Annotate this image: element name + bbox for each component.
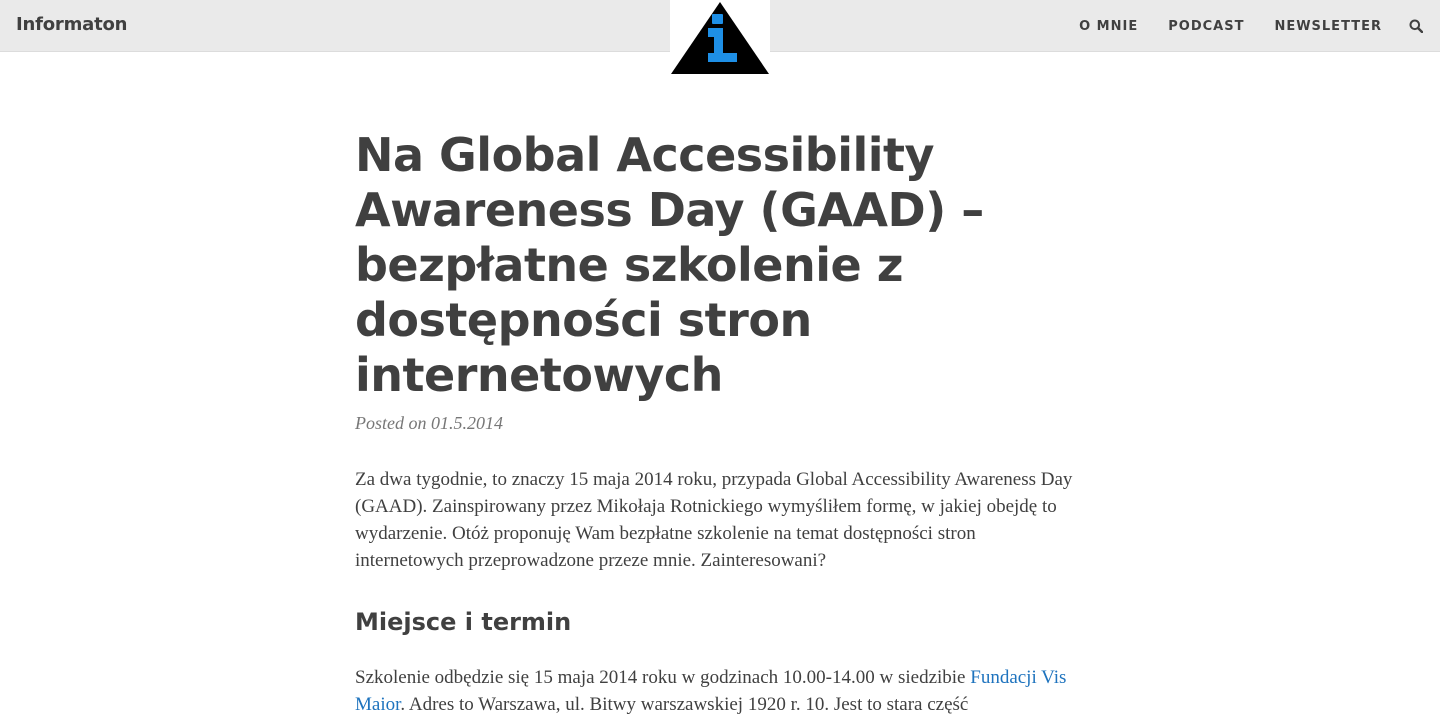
para-text-after-link: . Adres to Warszawa, ul. Bitwy warszawskiej 1920 r. 10. Jest to stara część [400,694,969,715]
main-nav [1079,0,1440,52]
nav-item-o-mnie[interactable]: O MNIE [1079,18,1139,34]
search-icon[interactable] [1408,18,1424,34]
intro-paragraph: Za dwa tygodnie, to znaczy 15 maja 2014 roku, przypada Global Accessibility Awareness Day (GAAD). Zainspirowany przez Mikołaja Rotnickiego wymyśliłem formę, w jakiej obejdę to wydarzenie. Otóż proponuję Wam bezpłatne szkolenie na temat dostępności stron internetowych przeprowadzone przeze mnie. Zainteresowani? [355,469,1073,571]
info-logo-icon[interactable] [670,0,770,76]
post-meta [355,413,1085,434]
post-title: Na Global Accessibility Awareness Day (GAAD) – bezpłatne szkolenie z dostępności stron internetowych [355,128,984,402]
post-date-link[interactable]: 01.5.2014 [431,413,503,433]
site-brand-link[interactable]: Informaton [16,14,128,35]
fundacja-vis-maior-link[interactable]: Fundacji Vis Maior [355,667,1067,715]
nav-item-newsletter[interactable]: NEWSLETTER [1274,18,1382,34]
section-heading: Miejsce i termin [355,608,572,636]
post-content [355,128,1085,718]
location-paragraph [355,664,1085,718]
nav-item-podcast[interactable]: PODCAST [1168,18,1245,34]
para-text-before-link: Szkolenie odbędzie się 15 maja 2014 roku w godzinach 10.00-14.00 w siedzibie [355,667,971,688]
posted-on-label: Posted on [355,413,427,433]
